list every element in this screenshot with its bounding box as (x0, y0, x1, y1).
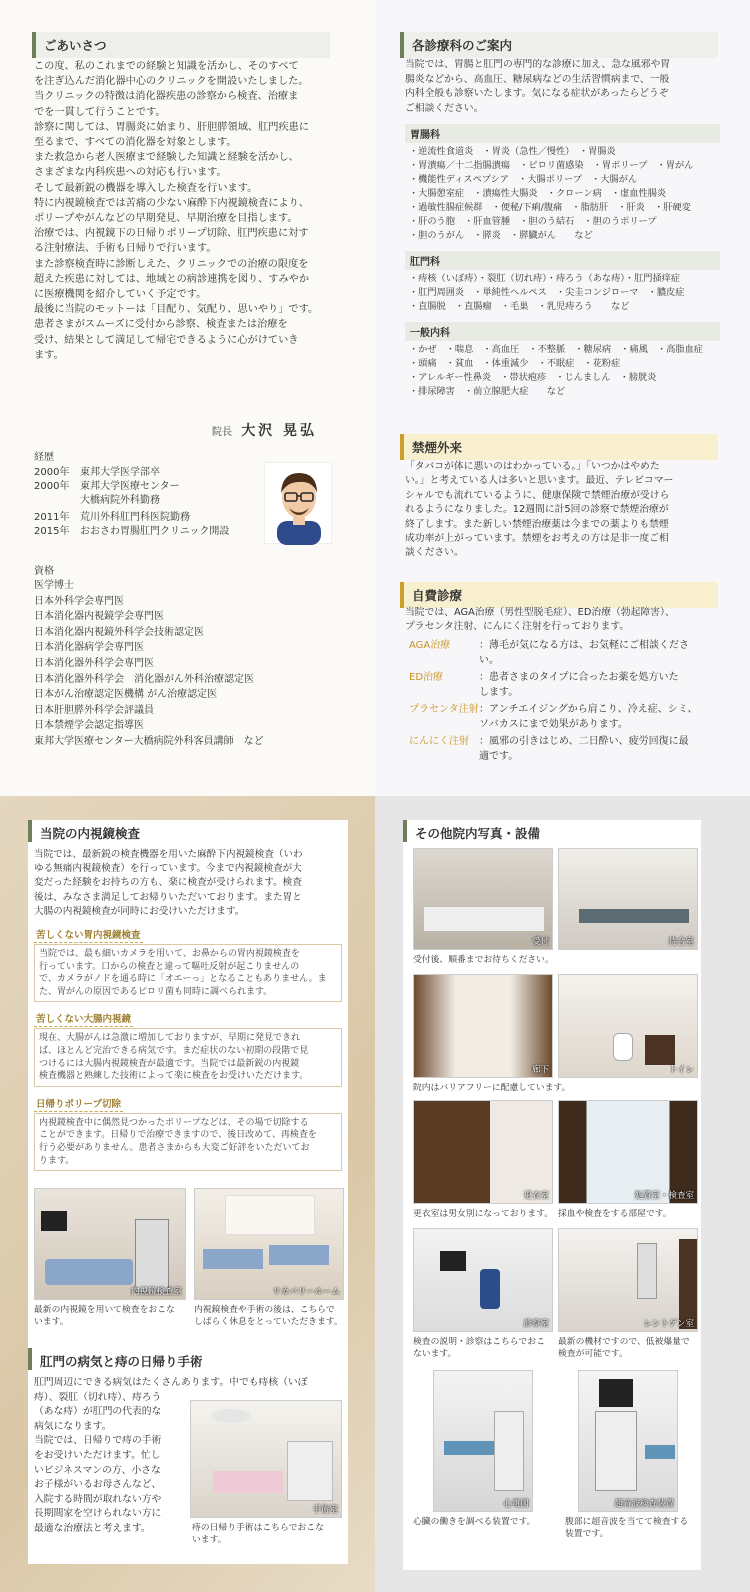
greeting-line: 当クリニックの特徴は消化器疾患の診察から検査、治療ま (34, 91, 299, 103)
selfpay-item: プラセンタ注射 ：アンチエイジングから肩こり、冷え症、シミ、 ソバカスにまで効果があります。 (409, 704, 698, 730)
changing-room-photo: 更衣室 (413, 1100, 553, 1204)
endo-block-gastro: 苦しくない胃内視鏡検査 当院では、最も細いカメラを用いて、お鼻からの胃内視鏡検査を 行っています。口からの検査と違って嘔吐反射が起こりませんの で、カメラがノドを通る時に「オエーっ」となることもありません。ま た、胃がんの原因であるピロリ菌も同時に調べられます。 (34, 923, 342, 1002)
greeting-line: に医療機関を紹介していく予定です。 (34, 289, 207, 301)
history-row: 2015年 おおさわ胃腸肛門クリニック開設 (34, 526, 230, 537)
surgery-room-caption: 痔の日帰り手術はこちらでおこな います。 (192, 1523, 324, 1546)
qualification-item: 日本消化器内視鏡学会専門医 (34, 611, 164, 623)
recovery-room-photo: リカバリールーム (194, 1188, 344, 1300)
greeting-line: る注射療法、手術も日帰りで行います。 (34, 243, 217, 255)
history-list (34, 466, 274, 539)
qualification-item: 日本消化器病学会専門医 (34, 642, 144, 654)
reception-photo: 受付 (413, 848, 553, 950)
director-label: 院長 (212, 427, 232, 438)
greeting-line: でを一貫して行うことです。 (34, 106, 166, 118)
endoscopy-room-caption: 最新の内視鏡を用いて検査をおこな います。 (34, 1305, 175, 1328)
departments-list (405, 118, 720, 401)
history-row: 2000年 東邦大学医療センター (34, 481, 180, 492)
anal-title: 肛門の病気と痔の日帰り手術 (28, 1348, 348, 1374)
greeting-line: 最後に当院のモットーは「目配り、気配り、思いやり」です。 (34, 304, 319, 316)
hallway-photo: 廊下 (413, 974, 553, 1078)
xray-room-photo: レントゲン室 (558, 1228, 698, 1332)
xray-room-caption: 最新の機材ですので、低被爆量で 検査が可能です。 (558, 1337, 690, 1360)
exam-room-photo: 診察室 (413, 1228, 553, 1332)
dept-proctology-title: 肛門科 (405, 251, 720, 270)
departments-panel (375, 0, 750, 796)
greeting-line: を注ぎ込んだ消化器中心のクリニックを開設いたしました。 (34, 76, 309, 88)
dept-internal-list: ・かぜ ・喘息 ・高血圧 ・不整脈 ・糖尿病 ・痛風 ・高脂血症 ・頭痛 ・貧血 ・体重減少 ・不眠症 ・花粉症 ・アレルギー性鼻炎 ・帯状疱疹 ・じんましん ・膀胱炎 ・排尿障害 ・前立腺肥大症 など (409, 344, 703, 397)
director-name: 大沢 晃弘 (241, 423, 318, 439)
smoking-title: 禁煙外来 (400, 434, 718, 460)
departments-title: 各診療科のご案内 (400, 32, 718, 58)
greeting-line: 至るまで、すべての消化器を対象とします。 (34, 137, 237, 149)
qualification-item: 日本外科学会専門医 (34, 595, 124, 607)
treatment-room-photo: 処置室・検査室 (558, 1100, 698, 1204)
selfpay-item: ED治療 ：患者さまのタイプに合ったお薬を処方いた します。 (409, 672, 679, 698)
ecg-photo: 心電図 (433, 1370, 533, 1512)
toilet-photo: トイレ (558, 974, 698, 1078)
greeting-line: 受け、結果として満足して帰宅できるように心がけていき (34, 334, 299, 346)
history-row: 2011年 荒川外科肛門科医院勤務 (34, 512, 190, 523)
facilities-title: その他院内写真・設備 (403, 820, 701, 846)
dept-internal-title: 一般内科 (405, 322, 720, 341)
endo-block-colon: 苦しくない大腸内視鏡 現在、大腸がんは急激に増加しておりますが、早期に発見できれ ば、ほとんど完治できる病気です。まだ症状のない初期の段階で見 つけるには大腸内視鏡検査が最適です。当院では最新鋭の内視鏡 検査機器と熟練した技術によって楽に検査をお受けいただけます。 (34, 1007, 342, 1086)
exam-room-caption: 検査の説明・診察はこちらでおこ ないます。 (413, 1337, 545, 1360)
greeting-line: 治療では、内視鏡下の日帰りポリープ切除、肛門疾患に対す (34, 228, 309, 240)
facilities-panel (375, 796, 750, 1592)
dept-proctology-list: ・痔核（いぼ痔）・裂肛（切れ痔）・痔ろう（あな痔）・肛門掻痒症 ・肛門周囲炎 ・単純性ヘルペス ・尖圭コンジローマ ・膿皮症 ・直腸脱 ・直腸瘤 ・毛巣 ・乳児痔ろう など (409, 273, 685, 312)
qualifications-list (34, 578, 354, 750)
treatment-room-caption: 採血や検査をする部屋です。 (558, 1209, 672, 1219)
greeting-line: この度、私のこれまでの経験と知識を活かし、そのすべて (34, 61, 299, 72)
changing-room-caption: 更衣室は男女別になっております。 (413, 1209, 554, 1219)
history-row: 大橋病院外科勤務 (80, 495, 160, 506)
hallway-caption: 院内はバリアフリーに配慮しています。 (413, 1083, 571, 1093)
selfpay-item: AGA治療 ：薄毛が気になる方は、お気軽にご相談くださ い。 (409, 640, 689, 666)
qualifications-title: 資格 (34, 566, 54, 577)
smoking-body: 「タバコが体に悪いのはわかっている。」「いつかはやめた い。」と考えている人は多いと思います。最近、テレビコマー シャルでも流れているように、健康保険で禁煙治療が受けら れるようになりました。12週間に計5回の診察で禁煙治療が 終了します。また新しい禁煙治療薬は今までの薬よりも禁煙 成功率が上がっています。禁煙をお考えの方は是非一度ご相 談ください。 (405, 461, 674, 559)
greeting-line: ポリープやがんなどの早期発見、早期治療を目指します。 (34, 213, 298, 225)
qualification-item: 日本消化器内視鏡外科学会技術認定医 (34, 626, 204, 638)
reception-caption: 受付後、順番までお待ちください。 (413, 955, 554, 965)
qualification-item: 日本肝胆膵外科学会評議員 (34, 704, 154, 716)
greeting-line: また診察検査時に診断しえた、クリニックでの治療の限度を (34, 258, 309, 270)
director-signature (212, 420, 317, 440)
greeting-title: ごあいさつ (32, 32, 330, 58)
selfpay-title: 自費診療 (400, 582, 718, 608)
endoscopy-intro: 当院では、最新鋭の検査機器を用いた麻酔下内視鏡検査（いわ ゆる無痛内視鏡検査）を行っています。今まで内視鏡検査が大 変だった経験をお持ちの方も、楽に検査が受けられます。検査 後は、みなさま満足してお帰りいただいております。また胃と 大腸の内視鏡検査が同時にお受けいただけます。 (34, 849, 303, 917)
qualification-item: 日本消化器外科学会 消化器がん外科治療認定医 (34, 673, 254, 685)
selfpay-intro: 当院では、AGA治療（男性型脱毛症）、ED治療（勃起障害）、 プラセンタ注射、にんにく注射を行っております。 (405, 607, 675, 633)
greeting-line: 患者さまがスムーズに受付から診察、検査または治療を (34, 319, 288, 331)
qualification-item: 日本消化器外科学会専門医 (34, 657, 154, 669)
greeting-line: 超えた疾患に対しては、地域との病診連携を図り、すみやか (34, 273, 310, 285)
greeting-line: 特に内視鏡検査では苦痛の少ない麻酔下内視鏡検査により、 (34, 197, 310, 209)
qualification-item: 東邦大学医療センター大橋病院外科客員講師 など (34, 735, 264, 747)
dept-gastro-title: 胃腸科 (405, 124, 720, 143)
history-title: 経歴 (34, 452, 54, 463)
qualification-item: 日本がん治療認定医機構 がん治療認定医 (34, 689, 218, 701)
ultrasound-caption: 腹部に超音波を当てて検査する 装置です。 (565, 1517, 689, 1540)
ecg-caption: 心臓の働きを調べる装置です。 (413, 1517, 536, 1527)
endoscopy-title: 当院の内視鏡検査 (28, 820, 348, 846)
anal-body: 肛門周辺にできる病気はたくさんあります。中でも痔核（いぼ 痔）、裂肛（切れ痔）、痔ろう （あな痔）が肛門の代表的な 病気になります。 当院では、日帰りで痔の手術 をお受けいただけます。忙し いビジネスマンの方、小さな お子様がいるお母さんなど、 入院する時間が取れない方や 長期間家を空けられない方に 最適な治療法と考えます。 (34, 1377, 308, 1534)
recovery-room-caption: 内視鏡検査や手術の後は、こちらで しばらく休息をとっていただきます。 (194, 1305, 343, 1328)
ultrasound-photo: 超音波検査装置 (578, 1370, 678, 1512)
selfpay-item: にんにく注射 ：風邪の引きはじめ、二日酔い、疲労回復に最 適です。 (409, 736, 689, 762)
director-avatar (264, 462, 332, 544)
endoscopy-room-photo: 内視鏡検査室 (34, 1188, 186, 1300)
endo-block-polyp: 日帰りポリープ切除 内視鏡検査中に偶然見つかったポリープなどは、その場で切除する ことができます。日帰りで治療できますので、後日改めて、再検査を 行う必要がありません。患者さまからも大変ご好評をいただいてお ります。 (34, 1092, 342, 1171)
greeting-line: そして最新鋭の機器を導入した検査を行います。 (34, 182, 258, 194)
waiting-room-photo: 待合室 (558, 848, 698, 950)
greeting-panel (0, 0, 375, 796)
departments-intro: 当院では、胃腸と肛門の専門的な診療に加え、急な風邪や胃 腸炎などから、高血圧、糖尿病などの生活習慣病まで、一般 内科全般も診察いたします。気になる症状があったらどうぞ ご相談ください。 (405, 59, 671, 114)
qualification-item: 日本禁煙学会認定指導医 (34, 720, 144, 732)
greeting-line: 診察に関しては、胃腸炎に始まり、肝胆膵領域、肛門疾患に (34, 121, 310, 133)
greeting-body (34, 59, 344, 363)
endoscopy-panel (0, 796, 375, 1592)
history-row: 2000年 東邦大学医学部卒 (34, 467, 160, 478)
dept-gastro-list: ・逆流性食道炎 ・胃炎（急性／慢性） ・胃腸炎 ・胃潰瘍／十二指腸潰瘍 ・ピロリ菌感染 ・胃ポリープ ・胃がん ・機能性ディスペプシア ・大腸ポリープ ・大腸がん ・大腸憩室症 ・潰瘍性大腸炎 ・クローン病 ・虚血性腸炎 ・過敏性腸症候群 ・便秘/下痢/腹痛 ・脂肪肝 ・肝炎 ・肝硬変 ・肝のう胞 ・肝血管腫 ・胆のう結石 ・胆のうポリープ ・胆のうがん ・膵炎 ・膵臓がん など (409, 146, 694, 241)
qualification-item: 医学博士 (34, 580, 74, 591)
greeting-line: さまざまな内科疾患への対応も行います。 (34, 167, 227, 179)
greeting-line: ます。 (34, 349, 64, 361)
greeting-line: また救急から老人医療まで経験した知識と経験を活かし、 (34, 152, 299, 164)
surgery-room-photo: 手術室 (190, 1400, 342, 1518)
selfpay-list (409, 636, 729, 764)
